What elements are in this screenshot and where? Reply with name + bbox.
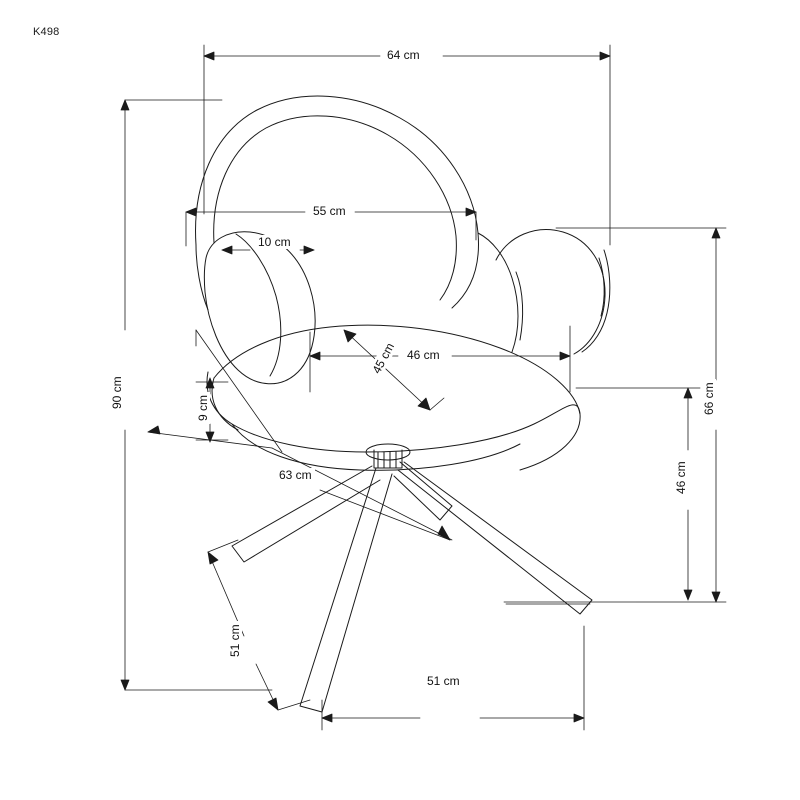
chair-base-and-legs: [232, 444, 592, 712]
chair-left-armrest: [204, 232, 315, 384]
dimension-label-total-depth: 63 cm: [276, 468, 315, 482]
dimension-label-armrest-thickness: 9 cm: [196, 392, 210, 424]
dimension-label-seat-width: 46 cm: [404, 348, 443, 362]
chair-backrest-outline: [196, 96, 610, 352]
dimension-label-base-width: 51 cm: [424, 674, 463, 688]
dimension-label-seat-height: 46 cm: [674, 458, 688, 497]
dimension-label-armrest-width: 10 cm: [255, 235, 294, 249]
dimension-label-overall-width: 64 cm: [384, 48, 423, 62]
dimension-lines: [121, 45, 726, 730]
dimension-label-backrest-width: 55 cm: [310, 204, 349, 218]
dimension-label-backrest-height: 66 cm: [702, 379, 716, 418]
chair-right-armrest: [496, 230, 605, 354]
dimension-label-overall-height: 90 cm: [110, 373, 124, 412]
dimension-label-base-depth: 51 cm: [228, 621, 242, 660]
dimension-label-seat-depth-diagonal: 45 cm: [368, 338, 399, 379]
model-code-label: K498: [33, 26, 60, 38]
